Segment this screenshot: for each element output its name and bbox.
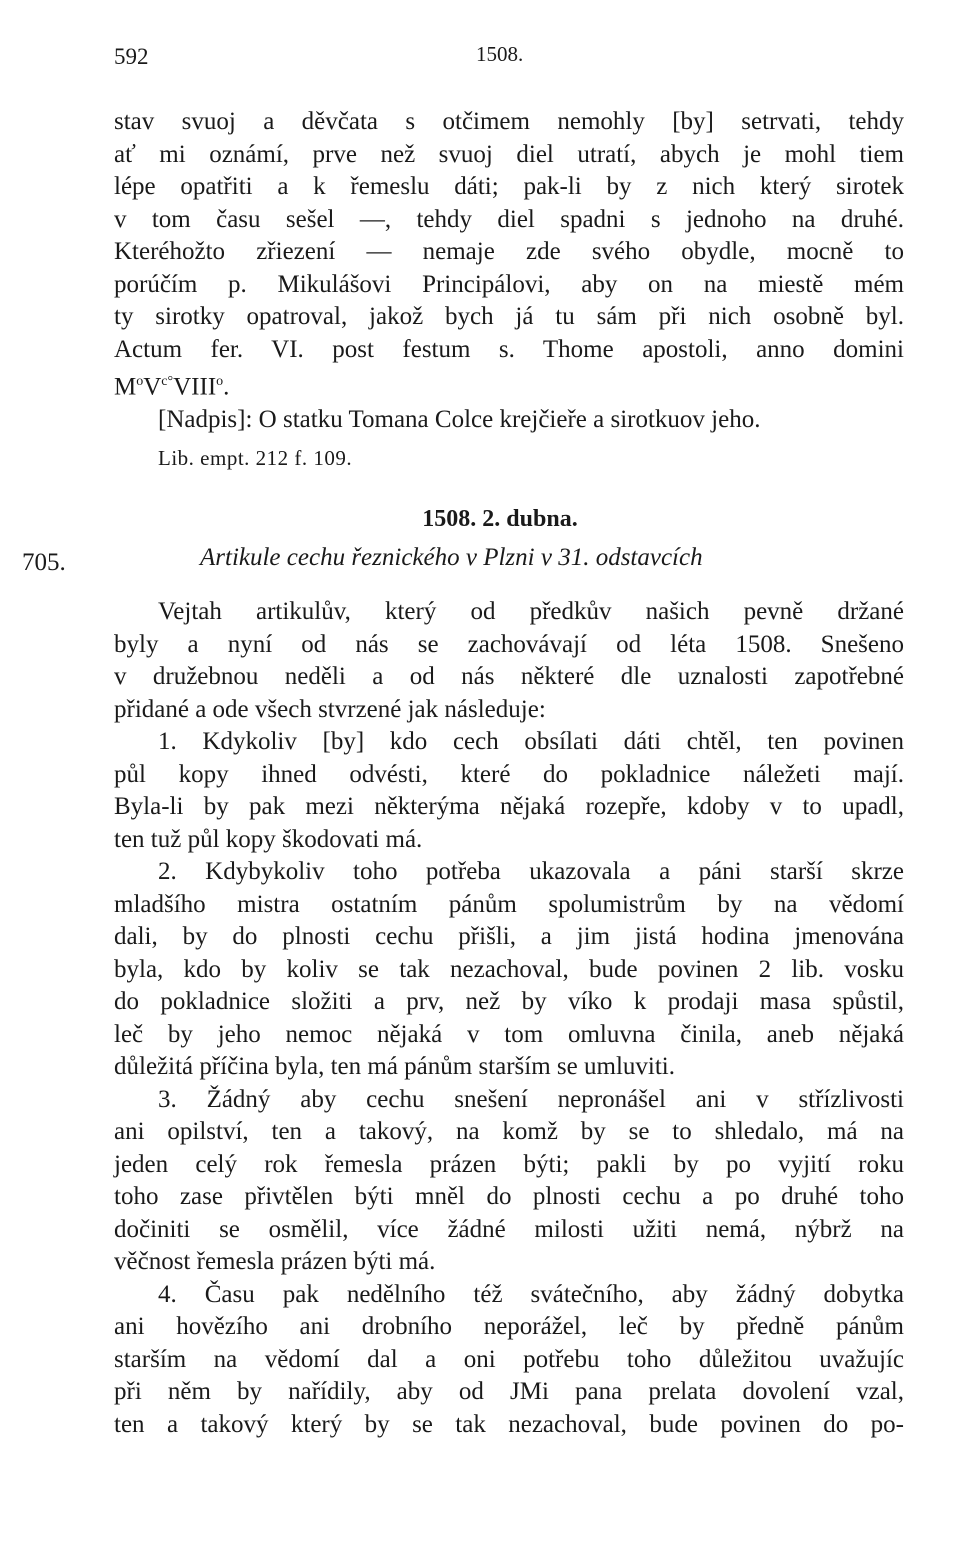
text-line: půl kopy ihned odvésti, které do pokladnice náležeti mají. [114, 760, 904, 788]
year-superscript: o [216, 374, 224, 389]
entry-title: Artikule cechu řeznického v Plzni v 31. odstavcích [200, 544, 703, 571]
year-part: V [143, 373, 162, 401]
text-line: v družebnou neděli a od nás některé dle uznalosti zapotřebné [114, 663, 904, 690]
text-line: leč by jeho nemoc nějaká v tom omluvna činila, aneb nějaká [114, 1020, 904, 1048]
text-line: lépe opatřiti a k řemeslu dáti; pak-li by z nich který sirotek [114, 173, 904, 200]
running-head: 1508. [476, 42, 524, 66]
text-line: Actum fer. VI. post festum s. Thome apostoli, anno domini [114, 335, 904, 363]
year-superscript: o [136, 374, 144, 389]
entry-number: 705. [22, 549, 66, 576]
text-line: 1. Kdykoliv [by] kdo cech obsílati dáti chtěl, ten povinen [158, 728, 904, 755]
year-line [114, 366, 904, 404]
text-line: důležitá příčina byla, ten má pánům starším se umluviti. [114, 1053, 675, 1080]
entry-date: 1508. 2. dubna. [422, 506, 578, 532]
text-line: přidané a ode všech stvrzené jak následuje: [114, 695, 546, 723]
text-line: 2. Kdybykoliv toho potřeba ukazovala a páni starší skrze [158, 858, 904, 885]
text-line: jeden celý rok řemesla prázen býti; pakli by po vyjití roku [114, 1150, 904, 1178]
text-line: porúčím p. Mikulášovi Principálovi, aby on na miestě mém [114, 270, 904, 298]
paragraph-article-2 [114, 856, 904, 1084]
text-line: dali, by do plnosti cechu přišli, a jim jistá hodina jmenována [114, 923, 904, 950]
text-line: ty sirotky opatroval, jakož bych já tu sám při nich osobně byl. [114, 303, 904, 330]
text-line: toho zase přivtělen býti mněl do plnosti cechu a po druhé toho [114, 1183, 904, 1210]
text-line: byly a nyní od nás se zachovávají od léta 1508. Snešeno [114, 630, 904, 658]
text-line: 3. Žádný aby cechu snešení nepronášel ani v střízlivosti [158, 1085, 904, 1113]
year-superscript: c° [161, 374, 174, 389]
text-line: ani hovězího ani drobního neporážel, leč by předně pánům [114, 1313, 904, 1340]
paragraph-intro [114, 596, 904, 726]
text-line: stav svuoj a děvčata s otčimem nemohly [by] setrvati, tehdy [114, 108, 904, 135]
text-line: dočiniti se osmělil, více žádné milosti užiti nemá, nýbrž na [114, 1215, 904, 1243]
previous-entry-text [114, 106, 904, 436]
text-line: v tom času sešel —, tehdy diel spadni s jednoho na druhé. [114, 205, 904, 233]
year-part: VIII [173, 373, 217, 401]
text-line: ten a takový který by se tak nezachoval, bude povinen do po- [114, 1410, 904, 1438]
text-line: Kteréhožto zřiezení — nemaje zde svého obydle, mocně to [114, 238, 904, 265]
text-line: ať mi oznámí, prve než svuoj diel utratí, abych je mohl tiem [114, 140, 904, 168]
source-reference: Lib. empt. 212 f. 109. [158, 446, 353, 470]
text-line: věčnost řemesla prázen býti má. [114, 1248, 436, 1275]
paragraph-article-1 [114, 726, 904, 856]
text-line: starším na vědomí dal a oni potřebu toho důležitou uvažujíc [114, 1345, 904, 1373]
paragraph-article-4 [114, 1279, 904, 1442]
heading-note: [Nadpis]: O statku Tomana Colce krejčieře a sirotkuov jeho. [158, 405, 761, 433]
entry-body [114, 596, 904, 1441]
page-number: 592 [114, 44, 149, 69]
text-line: byla, kdo by koliv se tak nezachoval, bude povinen 2 lib. vosku [114, 955, 904, 983]
text-line: ani opilství, ten a takový, na komž by se to shledalo, má na [114, 1118, 904, 1145]
text-line: Vejtah artikulův, který od předkův našich pevně držané [158, 598, 904, 625]
text-line: do pokladnice složiti a prv, než by víko k prodaji masa spůstil, [114, 988, 904, 1015]
text-line: mladšího mistra ostatním pánům spolumistrům by na vědomí [114, 890, 904, 918]
text-line: při něm by nařídily, aby od JMi pana prelata dovolení vzal, [114, 1378, 904, 1405]
paragraph-article-3 [114, 1084, 904, 1279]
text-line: 4. Času pak nedělního též svátečního, aby žádný dobytka [158, 1280, 904, 1308]
year-part: . [223, 373, 230, 401]
text-line: Byla-li by pak mezi některýma nějaká rozepře, kdoby v to upadl, [114, 793, 904, 820]
year-part: M [114, 373, 137, 401]
text-line: ten tuž půl kopy škodovati má. [114, 825, 423, 853]
